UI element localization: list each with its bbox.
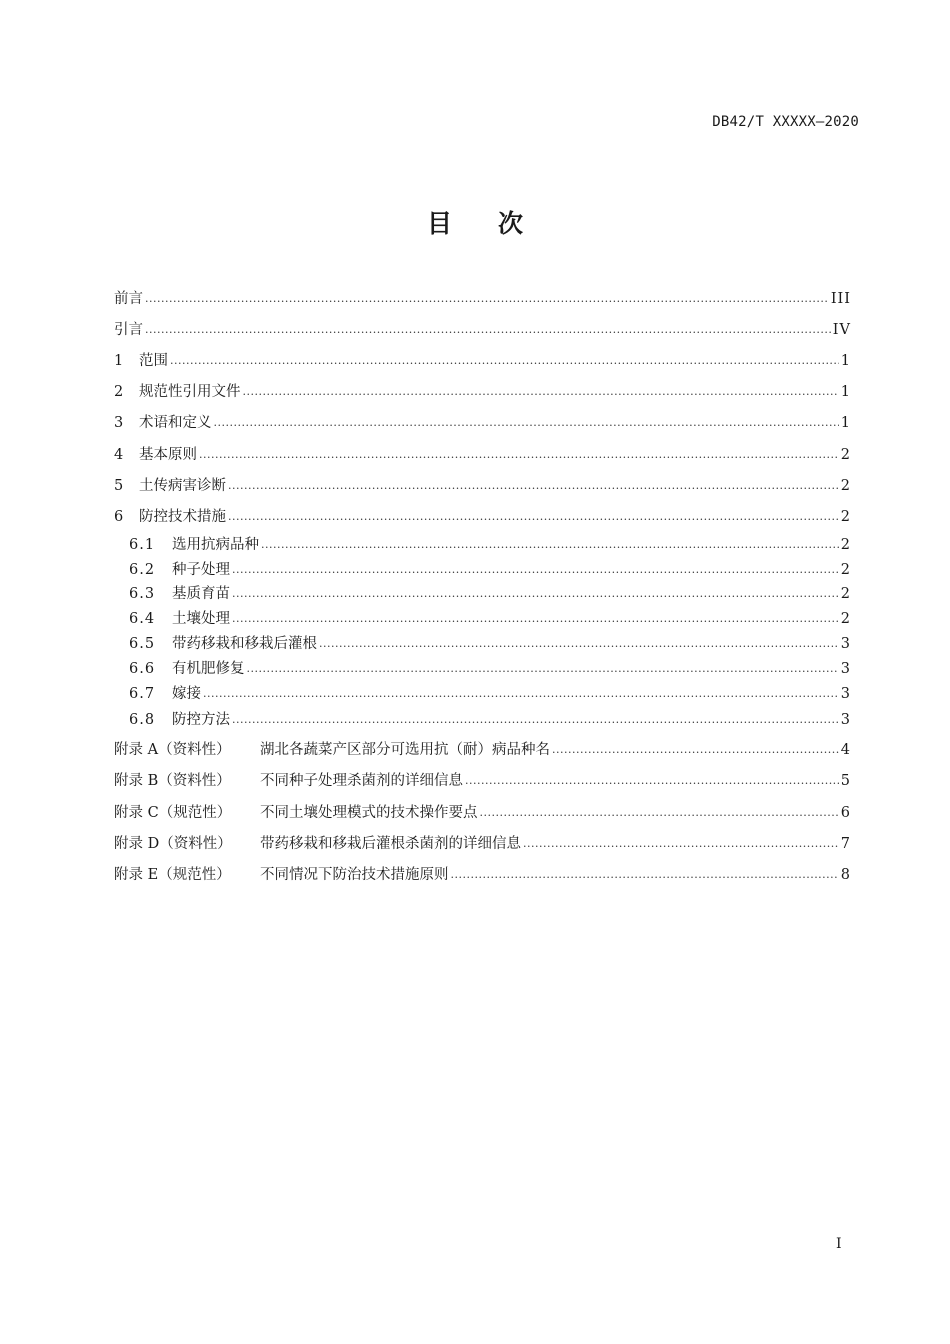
dot-leader: [451, 871, 839, 885]
toc-subsection-number: 6.6: [129, 660, 156, 677]
table-of-contents: [114, 283, 851, 891]
dot-leader: [228, 482, 839, 496]
dot-leader: [232, 566, 839, 580]
toc-entry-preface[interactable]: [114, 283, 851, 314]
toc-subsection-number: 6.4: [129, 611, 156, 628]
dot-leader: [232, 615, 839, 629]
toc-page-number: 2: [840, 561, 851, 578]
toc-label: 有机肥修复: [172, 660, 245, 677]
dot-leader: [232, 590, 839, 604]
toc-label: 不同土壤处理模式的技术操作要点: [260, 804, 478, 821]
toc-label: 带药移栽和移栽后灌根: [172, 636, 317, 653]
toc-page-number: 1: [840, 384, 851, 401]
toc-page-number: 7: [840, 835, 851, 852]
toc-label: 湖北各蔬菜产区部分可选用抗（耐）病品种名: [260, 742, 550, 759]
toc-section-number: 3: [114, 415, 124, 432]
toc-section-number: 5: [114, 477, 124, 494]
toc-section-number: 4: [114, 446, 124, 463]
toc-label: 引言: [114, 321, 143, 338]
toc-annex-prefix: 附录 E（规范性）: [114, 866, 231, 883]
toc-page-number: IV: [832, 321, 851, 338]
dot-leader: [319, 640, 839, 654]
toc-label: 基质育苗: [172, 586, 230, 603]
toc-annex-prefix: 附录 B（资料性）: [114, 773, 231, 790]
toc-entry-subsection-6-2[interactable]: [114, 557, 851, 582]
dot-leader: [145, 326, 831, 340]
toc-section-number: 6: [114, 508, 124, 525]
toc-entry-subsection-6-3[interactable]: [114, 582, 851, 607]
dot-leader: [465, 777, 839, 791]
toc-entry-subsection-6-7[interactable]: [114, 681, 851, 706]
title-char-1: 目: [426, 209, 452, 238]
toc-entry-annex-d[interactable]: [114, 828, 851, 859]
toc-subsection-number: 6.1: [129, 536, 156, 553]
toc-annex-prefix: 附录 D（资料性）: [114, 835, 232, 852]
dot-leader: [228, 513, 839, 527]
toc-annex-prefix: 附录 A（资料性）: [114, 742, 231, 759]
toc-label: 不同种子处理杀菌剂的详细信息: [260, 773, 463, 790]
toc-page-number: 8: [840, 866, 851, 883]
dot-leader: [523, 840, 839, 854]
toc-entry-section-6[interactable]: [114, 501, 851, 532]
toc-annex-prefix: 附录 C（规范性）: [114, 804, 232, 821]
toc-entry-annex-b[interactable]: [114, 766, 851, 797]
toc-entry-subsection-6-5[interactable]: [114, 632, 851, 657]
toc-entry-section-2[interactable]: [114, 377, 851, 408]
toc-subsection-number: 6.5: [129, 636, 156, 653]
toc-entry-subsection-6-6[interactable]: [114, 656, 851, 681]
dot-leader: [243, 388, 839, 402]
title-char-2: 次: [498, 209, 524, 238]
toc-page-number: 3: [840, 685, 851, 702]
toc-entry-section-3[interactable]: [114, 408, 851, 439]
toc-entry-annex-a[interactable]: [114, 735, 851, 766]
toc-label: 带药移栽和移栽后灌根杀菌剂的详细信息: [260, 835, 521, 852]
toc-label: 术语和定义: [139, 415, 212, 432]
toc-label: 基本原则: [139, 446, 197, 463]
toc-page-number: 3: [840, 636, 851, 653]
toc-label: 规范性引用文件: [139, 384, 241, 401]
toc-entry-section-4[interactable]: [114, 439, 851, 470]
toc-entry-subsection-6-4[interactable]: [114, 607, 851, 632]
dot-leader: [170, 357, 839, 371]
toc-label: 土传病害诊断: [139, 477, 226, 494]
document-code: DB42/T XXXXX—2020: [712, 114, 859, 130]
toc-page-number: 2: [840, 611, 851, 628]
toc-page-number: 1: [840, 352, 851, 369]
dot-leader: [214, 419, 839, 433]
toc-entry-subsection-6-8[interactable]: [114, 706, 851, 735]
dot-leader: [203, 690, 839, 704]
dot-leader: [199, 451, 839, 465]
toc-entry-subsection-6-1[interactable]: [114, 533, 851, 558]
dot-leader: [232, 716, 839, 730]
dot-leader: [247, 665, 839, 679]
toc-label: 种子处理: [172, 561, 230, 578]
dot-leader: [145, 295, 829, 309]
toc-label: 防控技术措施: [139, 508, 226, 525]
page-title: [0, 204, 950, 240]
toc-page-number: 2: [840, 446, 851, 463]
toc-entry-section-5[interactable]: [114, 470, 851, 501]
dot-leader: [261, 541, 839, 555]
toc-page-number: 2: [840, 508, 851, 525]
page-number-footer: I: [836, 1236, 842, 1252]
toc-entry-section-1[interactable]: [114, 345, 851, 376]
toc-page-number: 5: [840, 773, 851, 790]
toc-page-number: 2: [840, 536, 851, 553]
toc-entry-intro[interactable]: [114, 314, 851, 345]
toc-label: 选用抗病品种: [172, 536, 259, 553]
toc-page-number: 2: [840, 586, 851, 603]
toc-section-number: 2: [114, 384, 124, 401]
toc-label: 防控方法: [172, 712, 230, 729]
dot-leader: [480, 809, 839, 823]
toc-label: 土壤处理: [172, 611, 230, 628]
toc-page-number: 4: [840, 742, 851, 759]
toc-label: 范围: [139, 352, 168, 369]
toc-page-number: 3: [840, 712, 851, 729]
toc-label: 嫁接: [172, 685, 201, 702]
toc-page-number: 3: [840, 660, 851, 677]
toc-subsection-number: 6.7: [129, 685, 156, 702]
toc-label: 前言: [114, 290, 143, 307]
toc-subsection-number: 6.3: [129, 586, 156, 603]
toc-page-number: 2: [840, 477, 851, 494]
dot-leader: [552, 746, 839, 760]
toc-subsection-number: 6.2: [129, 561, 156, 578]
toc-page-number: III: [830, 290, 851, 307]
toc-subsection-number: 6.8: [129, 712, 156, 729]
toc-entry-annex-e[interactable]: [114, 859, 851, 890]
toc-section-number: 1: [114, 352, 124, 369]
toc-page-number: 6: [840, 804, 851, 821]
toc-entry-annex-c[interactable]: [114, 797, 851, 828]
toc-label: 不同情况下防治技术措施原则: [260, 866, 449, 883]
toc-page-number: 1: [840, 415, 851, 432]
